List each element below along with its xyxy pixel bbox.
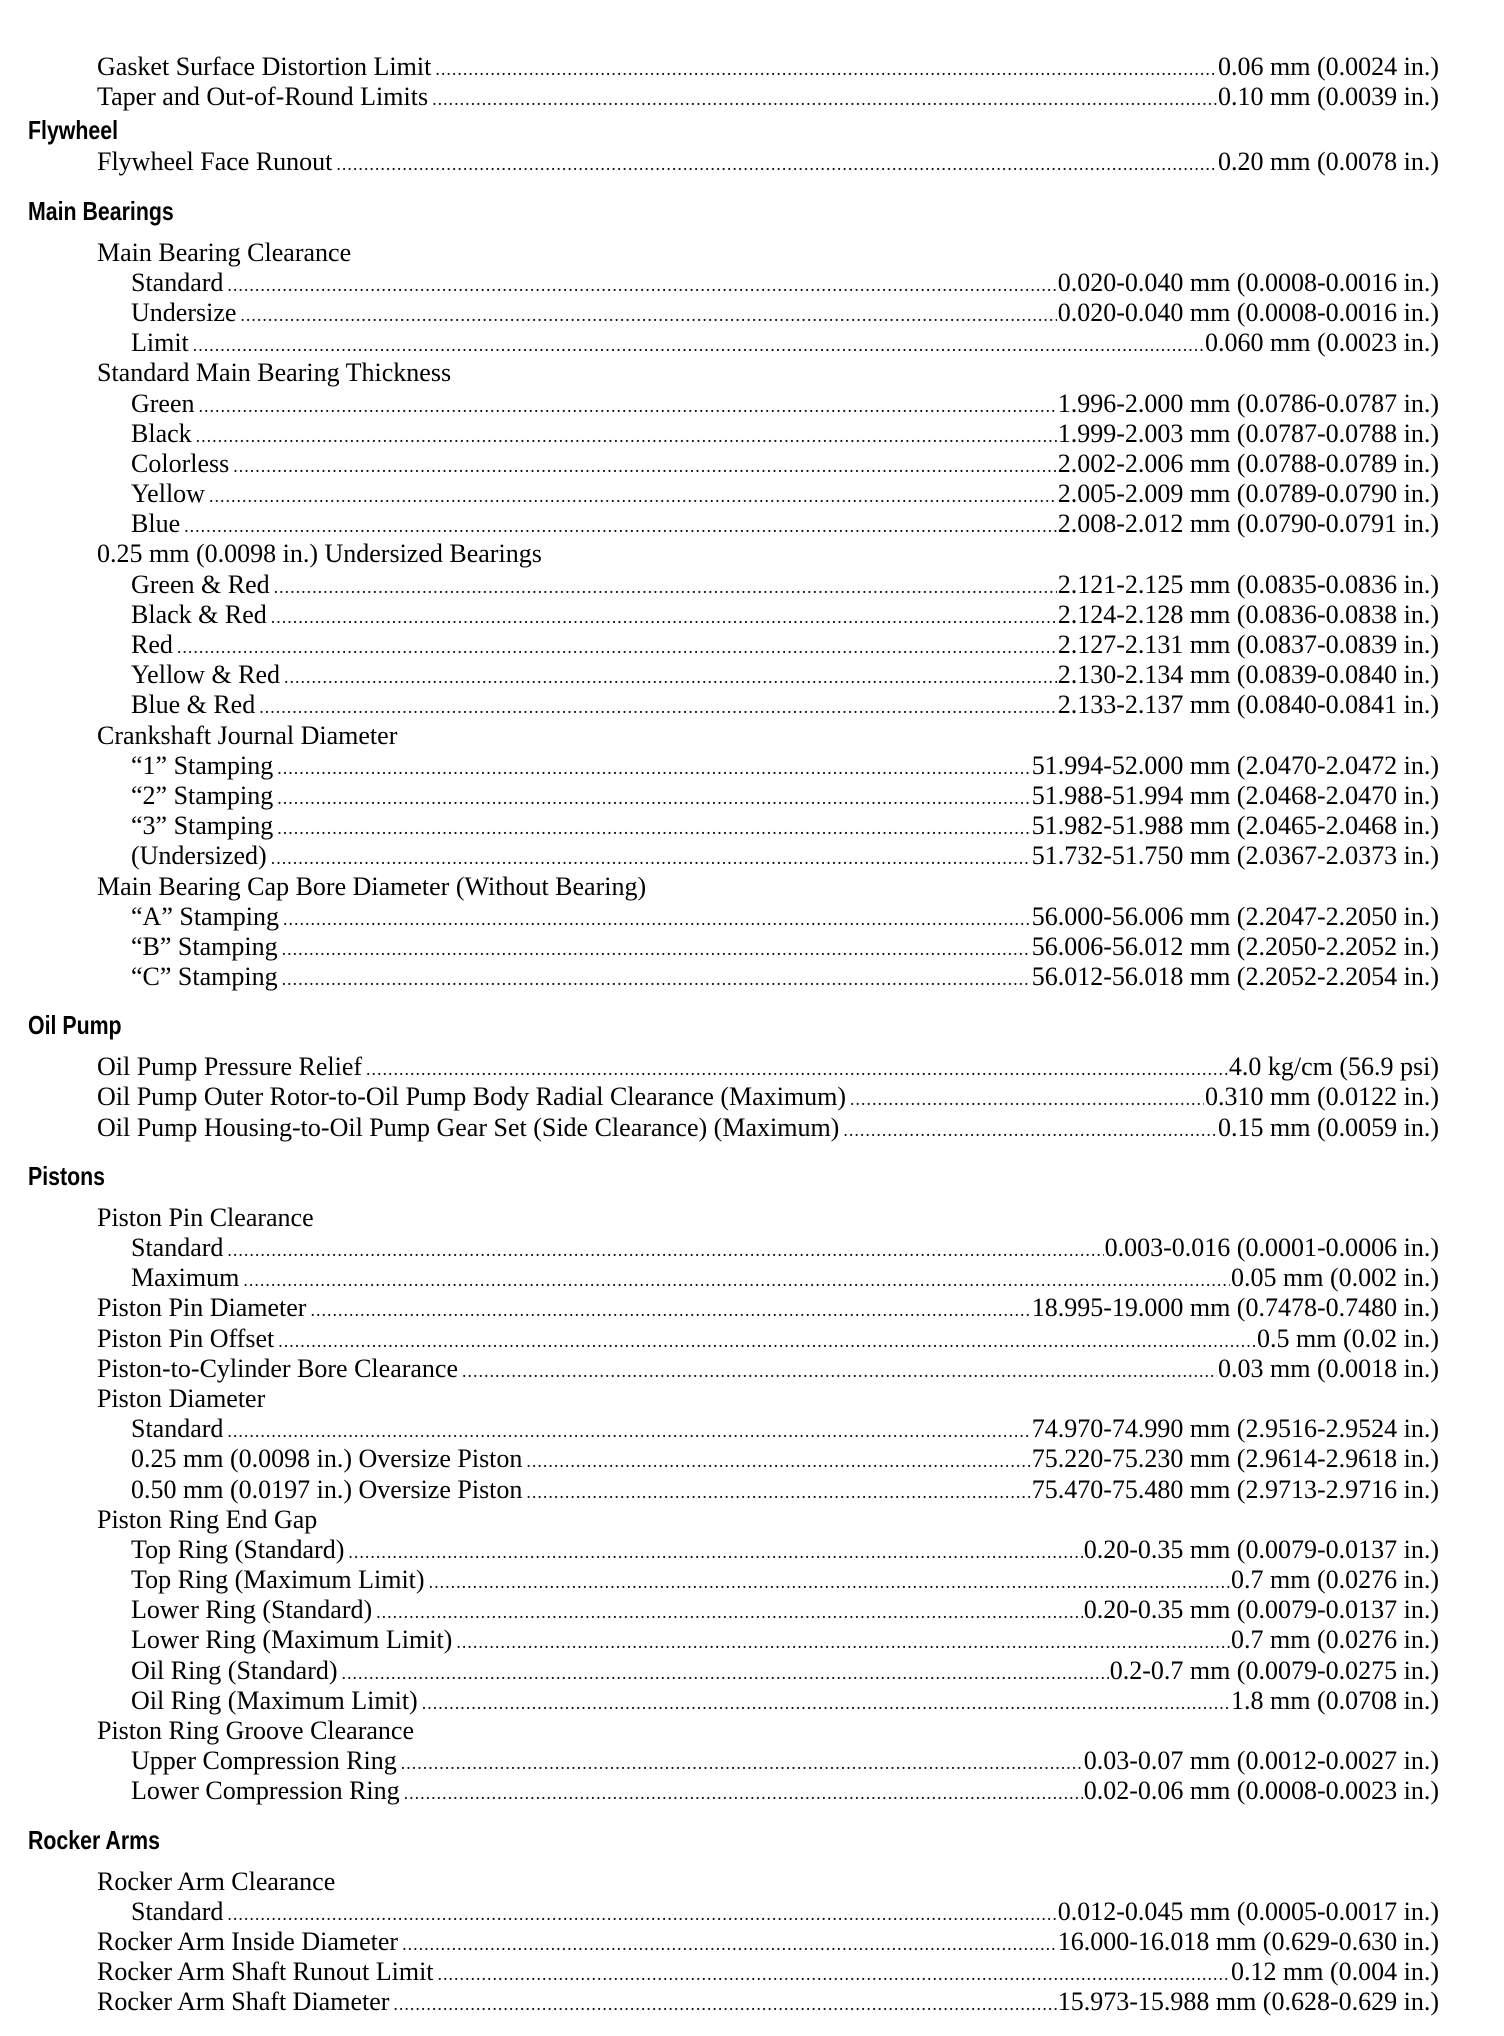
dot-leader	[843, 1115, 1217, 1145]
dot-leader	[274, 572, 1057, 602]
spec-row	[97, 1082, 1439, 1112]
spec-value: 0.15 mm (0.0059 in.)	[1218, 1112, 1439, 1142]
spec-value: 0.12 mm (0.004 in.)	[1231, 1957, 1439, 1987]
spec-subheading	[97, 238, 1439, 268]
dot-leader	[401, 1748, 1083, 1778]
dot-leader	[277, 783, 1030, 813]
spec-row	[97, 1927, 1439, 1957]
dot-leader	[282, 964, 1031, 994]
spec-value: 0.2-0.7 mm (0.0079-0.0275 in.)	[1109, 1655, 1439, 1685]
spec-section	[0, 1009, 1504, 1143]
spec-row	[97, 1324, 1439, 1354]
spec-row	[97, 1987, 1439, 2017]
spec-label: Black	[131, 418, 192, 448]
spec-row	[97, 1957, 1439, 1987]
spec-subheading	[97, 1384, 1439, 1414]
spec-row	[131, 932, 1439, 962]
dot-leader	[271, 602, 1057, 632]
dot-leader	[284, 662, 1057, 692]
spec-label: Blue & Red	[131, 690, 256, 720]
spec-subheading	[97, 1867, 1439, 1897]
dot-leader	[177, 632, 1057, 662]
spec-row	[131, 1475, 1439, 1505]
dot-leader	[282, 934, 1031, 964]
spec-label: “C” Stamping	[131, 962, 278, 992]
spec-label: Piston Pin Diameter	[97, 1293, 307, 1323]
spec-row	[131, 509, 1439, 539]
section-heading: Main Bearings	[28, 195, 174, 226]
spec-label: Taper and Out-of-Round Limits	[97, 82, 429, 112]
spec-label: Limit	[131, 328, 189, 358]
dot-leader	[240, 300, 1056, 330]
dot-leader	[850, 1084, 1204, 1114]
spec-label: Blue	[131, 509, 181, 539]
spec-label: Oil Ring (Standard)	[131, 1655, 338, 1685]
dot-leader	[432, 84, 1217, 114]
spec-value: 0.012-0.045 mm (0.0005-0.0017 in.)	[1057, 1896, 1439, 1926]
spec-label: “3” Stamping	[131, 811, 274, 841]
spec-label: Piston-to-Cylinder Bore Clearance	[97, 1353, 459, 1383]
spec-label: Lower Ring (Maximum Limit)	[131, 1625, 453, 1655]
spec-subheading	[97, 539, 1439, 569]
spec-label: Top Ring (Maximum Limit)	[131, 1565, 425, 1595]
spec-section	[0, 1160, 1504, 1807]
dot-leader	[227, 1235, 1103, 1265]
spec-label: Green	[131, 388, 195, 418]
spec-label: Yellow	[131, 479, 205, 509]
spec-row	[131, 600, 1439, 630]
dot-leader	[199, 391, 1057, 421]
spec-value: 16.000-16.018 mm (0.629-0.630 in.)	[1057, 1926, 1439, 1956]
spec-value: 56.006-56.012 mm (2.2050-2.2052 in.)	[1031, 931, 1439, 961]
dot-leader	[271, 843, 1031, 873]
spec-label: Lower Compression Ring	[131, 1776, 400, 1806]
spec-label: Flywheel Face Runout	[97, 147, 333, 177]
spec-document	[0, 52, 1504, 2018]
spec-value: 0.020-0.040 mm (0.0008-0.0016 in.)	[1057, 267, 1439, 297]
spec-label: Main Bearing Cap Bore Diameter (Without Bearing)	[97, 871, 647, 901]
spec-label: Red	[131, 630, 173, 659]
spec-label: Standard	[131, 1414, 224, 1444]
spec-value: 2.008-2.012 mm (0.0790-0.0791 in.)	[1057, 509, 1439, 539]
dot-leader	[376, 1597, 1083, 1627]
spec-value: 0.20-0.35 mm (0.0079-0.0137 in.)	[1083, 1595, 1439, 1625]
spec-label: “1” Stamping	[131, 750, 274, 780]
spec-subheading	[97, 1505, 1439, 1535]
dot-leader	[227, 270, 1056, 300]
spec-label: Main Bearing Clearance	[97, 237, 352, 267]
spec-value: 51.988-51.994 mm (2.0468-2.0470 in.)	[1031, 780, 1439, 810]
dot-leader	[227, 1416, 1030, 1446]
spec-subheading	[97, 1203, 1439, 1233]
spec-label: “B” Stamping	[131, 931, 278, 961]
spec-subheading	[97, 358, 1439, 388]
spec-subheading	[97, 872, 1439, 902]
spec-row	[97, 1113, 1439, 1143]
spec-value: 4.0 kg/cm (56.9 psi)	[1228, 1052, 1439, 1082]
spec-label: Yellow & Red	[131, 660, 281, 690]
spec-value: 0.003-0.016 (0.0001-0.0006 in.)	[1104, 1233, 1439, 1262]
spec-value: 51.732-51.750 mm (2.0367-2.0373 in.)	[1031, 841, 1439, 871]
spec-value: 2.005-2.009 mm (0.0789-0.0790 in.)	[1057, 479, 1439, 509]
spec-row	[131, 660, 1439, 690]
section-heading: Oil Pump	[28, 1010, 122, 1041]
spec-row	[131, 389, 1439, 419]
spec-label: Rocker Arm Clearance	[97, 1866, 336, 1896]
spec-value: 0.03-0.07 mm (0.0012-0.0027 in.)	[1083, 1746, 1439, 1776]
spec-value: 18.995-19.000 mm (0.7478-0.7480 in.)	[1031, 1293, 1439, 1323]
spec-subheading	[97, 721, 1439, 751]
spec-value: 56.012-56.018 mm (2.2052-2.2054 in.)	[1031, 962, 1439, 992]
spec-row	[131, 1444, 1439, 1474]
dot-leader	[402, 1929, 1057, 1959]
spec-row	[131, 449, 1439, 479]
spec-row	[131, 902, 1439, 932]
spec-row	[97, 52, 1439, 82]
spec-row	[131, 328, 1439, 358]
spec-value: 0.02-0.06 mm (0.0008-0.0023 in.)	[1083, 1776, 1439, 1806]
section-heading: Pistons	[28, 1160, 106, 1191]
dot-leader	[209, 481, 1057, 511]
spec-subheading	[97, 1716, 1439, 1746]
spec-label: Oil Ring (Maximum Limit)	[131, 1685, 418, 1715]
spec-row	[131, 1535, 1439, 1565]
spec-label: Standard	[131, 267, 224, 297]
dot-leader	[278, 1326, 1256, 1356]
spec-label: Piston Pin Offset	[97, 1323, 275, 1353]
dot-leader	[227, 1899, 1056, 1929]
spec-value: 75.470-75.480 mm (2.9713-2.9716 in.)	[1031, 1474, 1439, 1504]
dot-leader	[456, 1627, 1230, 1657]
spec-value: 2.002-2.006 mm (0.0788-0.0789 in.)	[1057, 448, 1439, 478]
spec-label: Piston Ring End Gap	[97, 1504, 318, 1534]
spec-label: Rocker Arm Shaft Diameter	[97, 1987, 390, 2017]
spec-label: Standard Main Bearing Thickness	[97, 358, 452, 388]
dot-leader	[196, 421, 1057, 451]
spec-value: 0.5 mm (0.02 in.)	[1257, 1323, 1439, 1353]
spec-label: Black & Red	[131, 599, 267, 629]
dot-leader	[310, 1295, 1030, 1325]
dot-leader	[526, 1446, 1030, 1476]
section-heading: Rocker Arms	[28, 1824, 160, 1855]
spec-value: 0.060 mm (0.0023 in.)	[1205, 328, 1439, 358]
dot-leader	[429, 1567, 1230, 1597]
spec-row	[131, 570, 1439, 600]
spec-value: 2.127-2.131 mm (0.0837-0.0839 in.)	[1057, 630, 1439, 659]
spec-label: Piston Diameter	[97, 1383, 266, 1413]
spec-label: Green & Red	[131, 569, 270, 599]
dot-leader	[348, 1537, 1082, 1567]
spec-label: (Undersized)	[131, 841, 267, 871]
spec-row	[131, 298, 1439, 328]
spec-label: Maximum	[131, 1263, 240, 1293]
spec-label: Upper Compression Ring	[131, 1746, 397, 1776]
spec-label: Colorless	[131, 448, 230, 478]
spec-label: Gasket Surface Distortion Limit	[97, 52, 432, 81]
spec-value: 1.996-2.000 mm (0.0786-0.0787 in.)	[1057, 388, 1439, 418]
spec-value: 2.124-2.128 mm (0.0836-0.0838 in.)	[1057, 599, 1439, 629]
spec-label: “A” Stamping	[131, 901, 280, 931]
dot-leader	[438, 1959, 1230, 1989]
spec-value: 51.982-51.988 mm (2.0465-2.0468 in.)	[1031, 811, 1439, 841]
dot-leader	[404, 1778, 1083, 1808]
dot-leader	[422, 1688, 1230, 1718]
spec-section	[0, 114, 1504, 177]
dot-leader	[184, 511, 1057, 541]
spec-row	[131, 268, 1439, 298]
spec-row	[131, 781, 1439, 811]
dot-leader	[277, 813, 1030, 843]
spec-row	[97, 1293, 1439, 1323]
spec-value: 0.7 mm (0.0276 in.)	[1231, 1625, 1439, 1655]
dot-leader	[243, 1265, 1230, 1295]
spec-label: Undersize	[131, 297, 237, 327]
spec-row	[131, 1625, 1439, 1655]
spec-value: 0.05 mm (0.002 in.)	[1231, 1263, 1439, 1293]
spec-row	[131, 1897, 1439, 1927]
dot-leader	[435, 54, 1217, 84]
spec-value: 2.133-2.137 mm (0.0840-0.0841 in.)	[1057, 690, 1439, 720]
spec-label: Standard	[131, 1233, 224, 1262]
dot-leader	[277, 753, 1030, 783]
spec-row	[131, 1263, 1439, 1293]
spec-value: 0.7 mm (0.0276 in.)	[1231, 1565, 1439, 1595]
spec-label: Top Ring (Standard)	[131, 1534, 345, 1564]
spec-label: Piston Pin Clearance	[97, 1202, 314, 1232]
spec-value: 1.8 mm (0.0708 in.)	[1231, 1685, 1439, 1715]
spec-row	[131, 1746, 1439, 1776]
dot-leader	[342, 1658, 1109, 1688]
spec-label: Oil Pump Housing-to-Oil Pump Gear Set (Side Clearance) (Maximum)	[97, 1112, 840, 1142]
spec-value: 56.000-56.006 mm (2.2047-2.2050 in.)	[1031, 901, 1439, 931]
spec-label: “2” Stamping	[131, 780, 274, 810]
spec-section	[0, 1824, 1504, 2018]
spec-label: Crankshaft Journal Diameter	[97, 720, 398, 750]
spec-row	[131, 1595, 1439, 1625]
spec-row	[97, 82, 1439, 112]
spec-label: 0.50 mm (0.0197 in.) Oversize Piston	[131, 1474, 523, 1504]
dot-leader	[283, 904, 1031, 934]
spec-value: 0.10 mm (0.0039 in.)	[1218, 82, 1439, 112]
section-heading: Flywheel	[28, 115, 119, 146]
spec-value: 0.20 mm (0.0078 in.)	[1218, 147, 1439, 177]
spec-row	[131, 1776, 1439, 1806]
dot-leader	[193, 330, 1204, 360]
spec-value: 0.20-0.35 mm (0.0079-0.0137 in.)	[1083, 1534, 1439, 1564]
spec-value: 0.310 mm (0.0122 in.)	[1205, 1082, 1439, 1112]
spec-row	[97, 1052, 1439, 1082]
spec-value: 1.999-2.003 mm (0.0787-0.0788 in.)	[1057, 418, 1439, 448]
spec-row	[131, 751, 1439, 781]
spec-value: 2.121-2.125 mm (0.0835-0.0836 in.)	[1057, 569, 1439, 599]
spec-label: Rocker Arm Shaft Runout Limit	[97, 1957, 434, 1987]
spec-value: 75.220-75.230 mm (2.9614-2.9618 in.)	[1031, 1444, 1439, 1474]
spec-row	[131, 841, 1439, 871]
spec-row	[131, 419, 1439, 449]
spec-row	[131, 811, 1439, 841]
spec-row	[97, 147, 1439, 177]
spec-row	[131, 1565, 1439, 1595]
spec-row	[131, 1414, 1439, 1444]
dot-leader	[259, 692, 1056, 722]
dot-leader	[233, 451, 1056, 481]
spec-value: 0.06 mm (0.0024 in.)	[1218, 52, 1439, 81]
dot-leader	[393, 1989, 1056, 2019]
spec-label: Piston Ring Groove Clearance	[97, 1716, 414, 1745]
spec-row	[131, 479, 1439, 509]
spec-row	[131, 1686, 1439, 1716]
spec-label: Oil Pump Pressure Relief	[97, 1052, 363, 1082]
spec-row	[131, 690, 1439, 720]
spec-label: 0.25 mm (0.0098 in.) Undersized Bearings	[97, 539, 542, 569]
spec-section	[0, 195, 1504, 993]
spec-row	[131, 1656, 1439, 1686]
spec-row	[97, 1354, 1439, 1384]
spec-value: 2.130-2.134 mm (0.0839-0.0840 in.)	[1057, 660, 1439, 690]
dot-leader	[526, 1477, 1030, 1507]
dot-leader	[336, 149, 1217, 179]
spec-value: 15.973-15.988 mm (0.628-0.629 in.)	[1057, 1987, 1439, 2017]
spec-row	[131, 630, 1439, 660]
dot-leader	[462, 1356, 1217, 1386]
spec-value: 0.03 mm (0.0018 in.)	[1218, 1353, 1439, 1383]
spec-row	[131, 962, 1439, 992]
spec-row	[131, 1233, 1439, 1263]
spec-value: 51.994-52.000 mm (2.0470-2.0472 in.)	[1031, 750, 1439, 780]
spec-label: Standard	[131, 1896, 224, 1926]
spec-value: 74.970-74.990 mm (2.9516-2.9524 in.)	[1031, 1414, 1439, 1444]
spec-label: 0.25 mm (0.0098 in.) Oversize Piston	[131, 1444, 523, 1474]
spec-label: Rocker Arm Inside Diameter	[97, 1926, 399, 1956]
spec-value: 0.020-0.040 mm (0.0008-0.0016 in.)	[1057, 297, 1439, 327]
spec-section	[0, 52, 1504, 112]
dot-leader	[366, 1054, 1228, 1084]
spec-label: Lower Ring (Standard)	[131, 1595, 373, 1625]
spec-label: Oil Pump Outer Rotor-to-Oil Pump Body Radial Clearance (Maximum)	[97, 1082, 847, 1112]
